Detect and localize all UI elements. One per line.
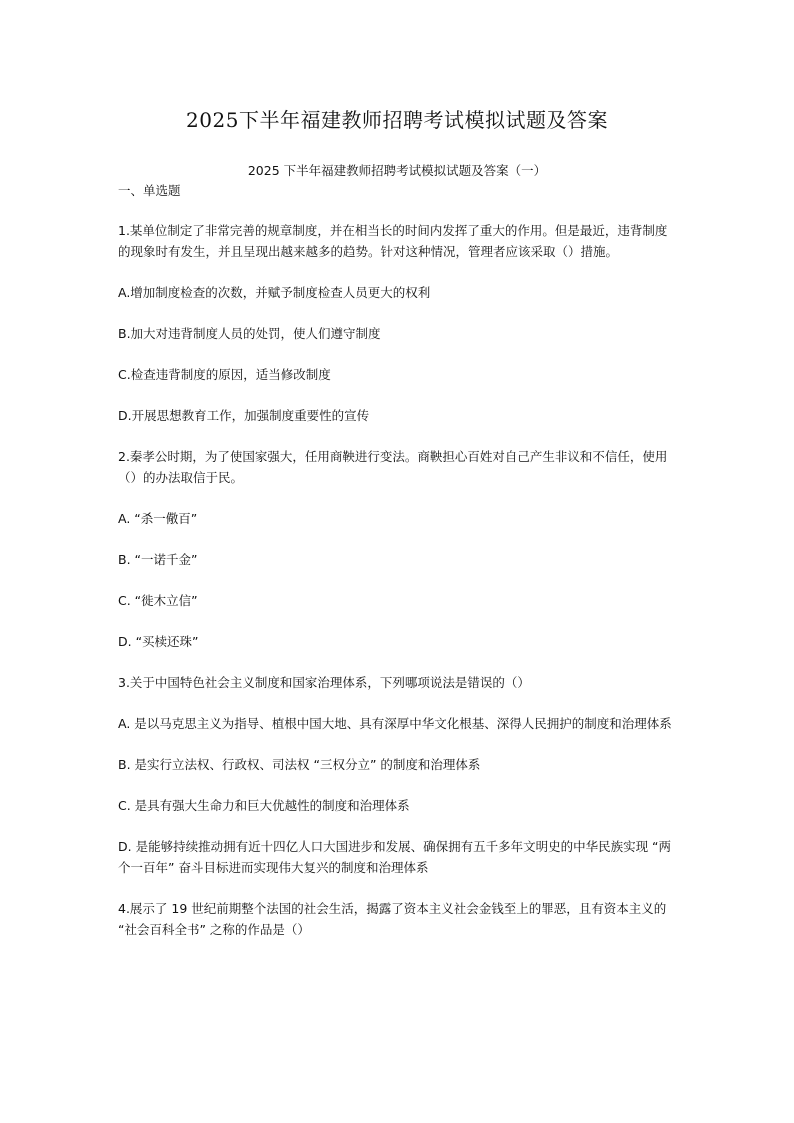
answer-option: C. 是具有强大生命力和巨大优越性的制度和治理体系 [118, 798, 410, 813]
document-subtitle: 2025 下半年福建教师招聘考试模拟试题及答案（一） [247, 163, 547, 178]
answer-option: B. 是实行立法权、行政权、司法权 “三权分立” 的制度和治理体系 [118, 757, 481, 772]
answer-option: C. “徙木立信” [118, 593, 198, 608]
section-heading: 一、单选题 [118, 183, 181, 198]
answer-option: B. “一诺千金” [118, 552, 198, 567]
answer-option: D.开展思想教育工作，加强制度重要性的宣传 [118, 408, 370, 423]
answer-option: A.增加制度检查的次数，并赋予制度检查人员更大的权利 [118, 285, 431, 300]
answer-option: A. “杀一儆百” [118, 511, 198, 526]
question-text: 1.某单位制定了非常完善的规章制度，并在相当长的时间内发挥了重大的作用。但是最近，违背制度的现象时有发生，并且呈现出越来越多的趋势。针对这种情况，管理者应该采取（）措施。 [118, 223, 668, 259]
answer-option: C.检查违背制度的原因，适当修改制度 [118, 367, 331, 382]
answer-option: A. 是以马克思主义为指导、植根中国大地、具有深厚中华文化根基、深得人民拥护的制度和治理体系 [118, 716, 672, 731]
document-title: 2025下半年福建教师招聘考试模拟试题及答案 [186, 108, 608, 132]
question-text: 4.展示了 19 世纪前期整个法国的社会生活，揭露了资本主义社会金钱至上的罪恶，且有资本主义的 “社会百科全书” 之称的作品是（） [118, 901, 667, 937]
question-text: 3.关于中国特色社会主义制度和国家治理体系，下列哪项说法是错误的（） [118, 675, 530, 690]
answer-option: D. “买椟还珠” [118, 634, 199, 649]
question-list [118, 220, 678, 960]
answer-option: D. 是能够持续推动拥有近十四亿人口大国进步和发展、确保拥有五千多年文明史的中华民族实现 “两个一百年” 奋斗目标进而实现伟大复兴的制度和治理体系 [118, 839, 672, 875]
question-text: 2.秦孝公时期，为了使国家强大，任用商鞅进行变法。商鞅担心百姓对自己产生非议和不信任，使用（）的办法取信于民。 [118, 449, 668, 485]
answer-option: B.加大对违背制度人员的处罚，使人们遵守制度 [118, 326, 381, 341]
